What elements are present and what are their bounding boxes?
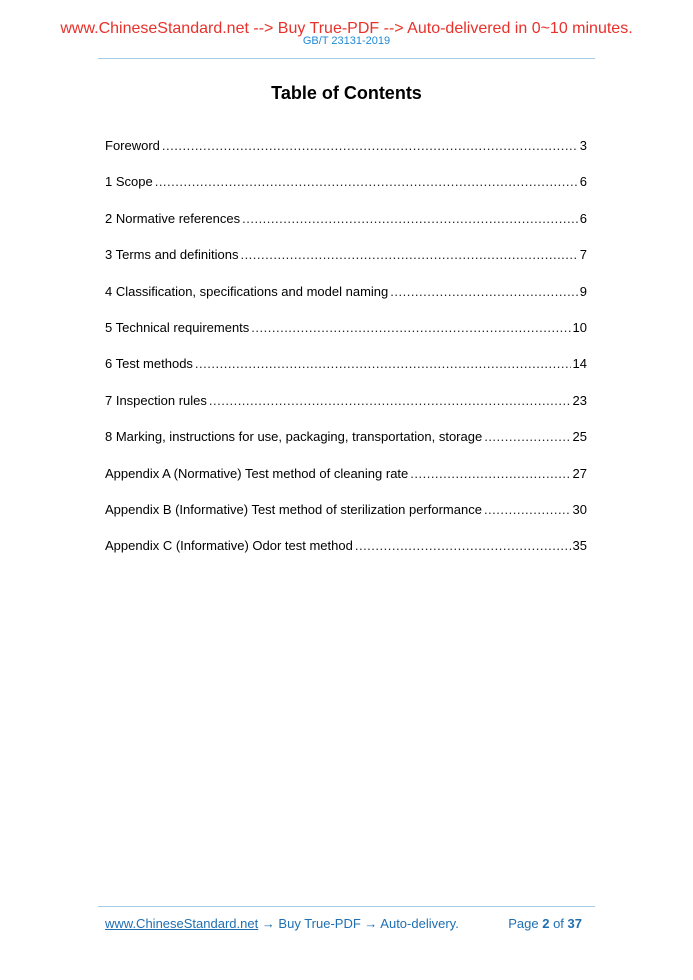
toc-entry-page: 35: [572, 538, 587, 554]
toc-entry-label: 4 Classification, specifications and model naming: [105, 283, 389, 299]
toc-entry-page: 30: [572, 501, 587, 517]
header-banner: www.ChineseStandard.net --> Buy True-PDF --> Auto-delivered in 0~10 minutes.: [60, 20, 633, 37]
toc-entry-label: Appendix A (Normative) Test method of cleaning rate: [105, 465, 409, 481]
toc-entry-label: 5 Technical requirements: [105, 319, 250, 335]
toc-entry-technical-requirements[interactable]: [105, 319, 587, 355]
of-word: of: [553, 916, 564, 931]
toc-leader-dots: [390, 283, 578, 301]
toc-title: Table of Contents: [271, 83, 422, 103]
toc-entry-scope[interactable]: [105, 173, 587, 209]
toc-leader-dots: [484, 428, 570, 446]
toc-entry-page: 10: [572, 319, 587, 335]
toc-leader-dots: [209, 392, 571, 410]
toc-entry-label: 1 Scope: [105, 174, 153, 190]
header-divider: [98, 58, 595, 59]
toc-entry-label: Appendix B (Informative) Test method of sterilization performance: [105, 501, 482, 517]
toc-entry-appendix-a[interactable]: [105, 465, 587, 501]
toc-entry-marking[interactable]: [105, 428, 587, 464]
toc-list: [105, 137, 587, 574]
footer-site-link[interactable]: www.ChineseStandard.net: [105, 916, 259, 931]
footer-divider: [98, 906, 595, 907]
toc-entry-terms-definitions[interactable]: [105, 246, 587, 282]
toc-entry-label: 7 Inspection rules: [105, 392, 207, 408]
document-code: GB/T 23131-2019: [302, 35, 391, 47]
toc-entry-test-methods[interactable]: [105, 355, 587, 391]
page-word: Page: [508, 916, 539, 931]
toc-entry-label: 6 Test methods: [105, 356, 193, 372]
toc-entry-page: 7: [579, 247, 587, 263]
toc-entry-label: 2 Normative references: [105, 210, 241, 226]
toc-entry-label: 3 Terms and definitions: [105, 247, 239, 263]
toc-entry-inspection-rules[interactable]: [105, 392, 587, 428]
toc-entry-page: 3: [579, 138, 587, 153]
toc-entry-page: 6: [579, 210, 587, 226]
toc-entry-page: 14: [572, 356, 587, 372]
toc-leader-dots: [162, 137, 578, 155]
footer-tagline: → Buy True-PDF → Auto-delivery.: [258, 916, 459, 931]
toc-leader-dots: [240, 246, 577, 264]
toc-entry-page: 25: [572, 429, 587, 445]
toc-entry-page: 9: [579, 283, 587, 299]
toc-leader-dots: [355, 537, 571, 555]
toc-entry-label: Appendix C (Informative) Odor test method: [105, 538, 353, 554]
total-pages-number: 37: [567, 916, 582, 931]
toc-entry-foreword[interactable]: [105, 137, 587, 173]
toc-entry-classification[interactable]: [105, 283, 587, 319]
toc-entry-page: 23: [572, 392, 587, 408]
toc-leader-dots: [242, 210, 578, 228]
toc-leader-dots: [195, 355, 571, 373]
toc-entry-appendix-c[interactable]: [105, 537, 587, 573]
toc-entry-label: Foreword: [105, 138, 160, 153]
toc-entry-page: 6: [579, 174, 587, 190]
toc-entry-normative-references[interactable]: [105, 210, 587, 246]
toc-leader-dots: [251, 319, 570, 337]
page-indicator: [508, 916, 582, 932]
toc-leader-dots: [155, 173, 578, 191]
toc-leader-dots: [410, 465, 570, 483]
current-page-number: 2: [542, 916, 550, 931]
toc-leader-dots: [484, 501, 571, 519]
toc-entry-page: 27: [572, 465, 587, 481]
page-footer: [105, 916, 587, 932]
toc-entry-appendix-b[interactable]: [105, 501, 587, 537]
toc-entry-label: 8 Marking, instructions for use, packaging, transportation, storage: [105, 429, 483, 445]
